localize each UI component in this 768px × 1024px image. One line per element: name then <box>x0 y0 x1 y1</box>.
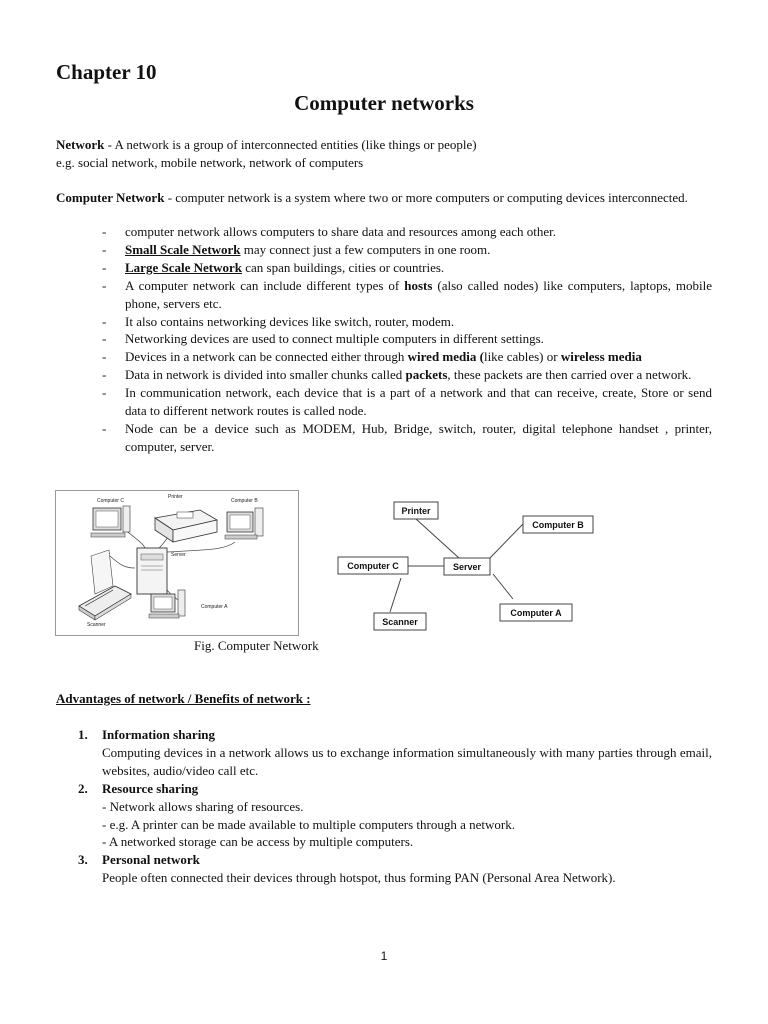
advantages-heading: Advantages of network / Benefits of network : <box>56 691 311 706</box>
right-server-label: Server <box>452 562 482 572</box>
server-illustration <box>137 548 167 594</box>
list-item: - Networking devices are used to connect multiple computers in different settings. <box>102 331 544 347</box>
network-illustration <box>55 490 299 636</box>
network-definition-text: - A network is a group of interconnected entities (like things or people) <box>104 137 477 152</box>
list-item: 3. Personal network People often connected their devices through hotspot, thus forming PAN (Personal Area Network). <box>56 851 712 887</box>
advantage-heading: Resource sharing <box>102 780 199 796</box>
chapter-heading: Chapter 10 <box>56 60 157 84</box>
diagram-node-printer <box>394 502 438 519</box>
figure-caption: Fig. Computer Network <box>194 638 319 653</box>
left-scanner-label: Scanner <box>87 622 106 628</box>
page-number: 1 <box>380 949 388 963</box>
list-item: 2. Resource sharing - Network allows sharing of resources. - e.g. A printer can be made available to multiple computers through a network. - A networked storage can be access by multiple computers. <box>56 780 712 852</box>
list-item: - Data in network is divided into smaller chunks called packets, these packets are then carried over a network. <box>102 367 692 383</box>
computer-network-term: Computer Network <box>56 190 165 205</box>
list-item: - Node can be a device such as MODEM, Hub, Bridge, switch, router, digital telephone handset , printer, computer, server. <box>102 420 712 454</box>
left-printer-label: Printer <box>168 494 183 500</box>
list-item: - Large Scale Network can span buildings, cities or countries. <box>102 259 445 275</box>
right-scanner-label: Scanner <box>382 617 418 627</box>
left-computer-c-label: Computer C <box>97 498 124 504</box>
advantage-heading: Information sharing <box>102 727 216 742</box>
diagram-node-server <box>444 558 490 575</box>
list-item: - Devices in a network can be connected either through wired media (like cables) or wireless media <box>102 349 642 365</box>
network-term: Network <box>56 137 105 152</box>
list-item: - Small Scale Network may connect just a few computers in one room. <box>102 241 491 257</box>
list-item: - In communication network, each device that is a part of a network and that can receive, create, Store or send data to different network routes is called node. <box>102 385 712 419</box>
large-scale-network-term: Large Scale Network <box>125 259 242 275</box>
left-server-label: Server <box>171 552 186 558</box>
right-computer-b-label: Computer B <box>532 520 584 530</box>
list-item: - computer network allows computers to share data and resources among each other. <box>102 224 557 239</box>
network-definition <box>56 136 712 171</box>
definition-bullet-list <box>56 223 712 456</box>
diagram-node-computer-b <box>523 516 593 533</box>
right-computer-a-label: Computer A <box>510 608 562 618</box>
list-item: - It also contains networking devices like switch, router, modem. <box>102 313 455 329</box>
computer-network-definition <box>56 189 712 207</box>
computer-a-illustration <box>149 590 185 618</box>
network-diagram <box>333 494 597 636</box>
diagram-node-computer-a <box>500 604 572 621</box>
advantages-list <box>56 726 712 887</box>
small-scale-network-term: Small Scale Network <box>125 241 241 257</box>
list-item: 1. Information sharing Computing devices in a network allows us to exchange information simultaneously with many parties through email, websites, audio/video call etc. <box>78 727 712 778</box>
advantage-heading: Personal network <box>102 852 200 868</box>
computer-network-definition-text: - computer network is a system where two or more computers or computing devices interconnected. <box>164 190 688 205</box>
left-computer-a-label: Computer A <box>201 604 228 610</box>
diagram-node-computer-c <box>338 557 408 574</box>
right-computer-c-label: Computer C <box>347 561 399 571</box>
page-title: Computer networks <box>294 91 474 115</box>
right-printer-label: Printer <box>401 506 431 516</box>
list-item: - A computer network can include different types of hosts (also called nodes) like computers, laptops, mobile phone, servers etc. <box>102 277 713 311</box>
network-examples: e.g. social network, mobile network, network of computers <box>56 154 364 170</box>
left-computer-b-label: Computer B <box>231 498 258 504</box>
diagram-node-scanner <box>374 613 426 630</box>
